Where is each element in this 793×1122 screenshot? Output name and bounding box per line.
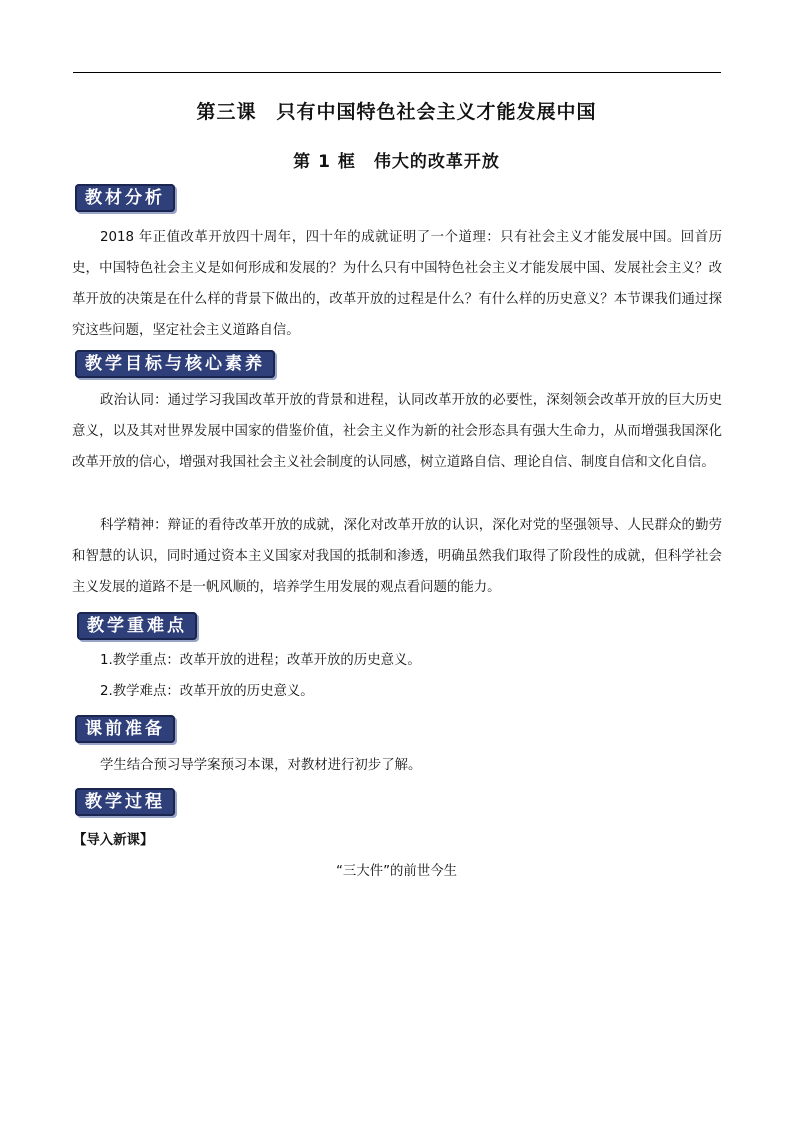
- key-points-heading: 教学重难点: [77, 612, 197, 640]
- goals-scientific-text: 科学精神：辩证的看待改革开放的成就，深化对改革开放的认识，深化对党的坚强领导、人民群众的勤劳和智慧的认识，同时通过资本主义国家对我国的抵制和渗透，明确虽然我们取得了阶段性的成就，但科学社会主义发展的道路不是一帆风顺的，培养学生用发展的观点看问题的能力。: [72, 518, 722, 595]
- material-analysis-text: 2018 年正值改革开放四十周年，四十年的成就证明了一个道理：只有社会主义才能发展中国。回首历史，中国特色社会主义是如何形成和发展的？为什么只有中国特色社会主义才能发展中国、发展社会主义？改革开放的决策是在什么样的背景下做出的，改革开放的过程是什么？有什么样的历史意义？本节课我们通过探究这些问题，坚定社会主义道路自信。: [72, 230, 722, 338]
- difficult-point-item: 2.教学难点：改革开放的历史意义。: [100, 684, 314, 699]
- key-point-item: 1.教学重点：改革开放的进程；改革开放的历史意义。: [100, 653, 421, 668]
- lesson-title: 第三课 只有中国特色社会主义才能发展中国: [196, 101, 597, 123]
- section-title: 第 1 框 伟大的改革开放: [293, 152, 500, 172]
- preparation-text: 学生结合预习导学案预习本课，对教材进行初步了解。: [100, 758, 422, 773]
- goals-political-text: 政治认同：通过学习我国改革开放的背景和进程，认同改革开放的必要性，深刻领会改革开放的巨大历史意义，以及其对世界发展中国家的借鉴价值，社会主义作为新的社会形态具有强大生命力，从而增强我国深化改革开放的信心，增强对我国社会主义社会制度的认同感，树立道路自信、理论自信、制度自信和文化自信。: [72, 393, 722, 470]
- top-rule: [73, 72, 721, 73]
- goals-heading: 教学目标与核心素养: [75, 350, 275, 378]
- process-heading: 教学过程: [75, 788, 175, 816]
- preparation-heading: 课前准备: [75, 715, 175, 743]
- intro-subtitle: “三大件”的前世今生: [336, 864, 457, 879]
- material-analysis-heading: 教材分析: [75, 184, 175, 212]
- intro-label: 【导入新课】: [73, 833, 154, 848]
